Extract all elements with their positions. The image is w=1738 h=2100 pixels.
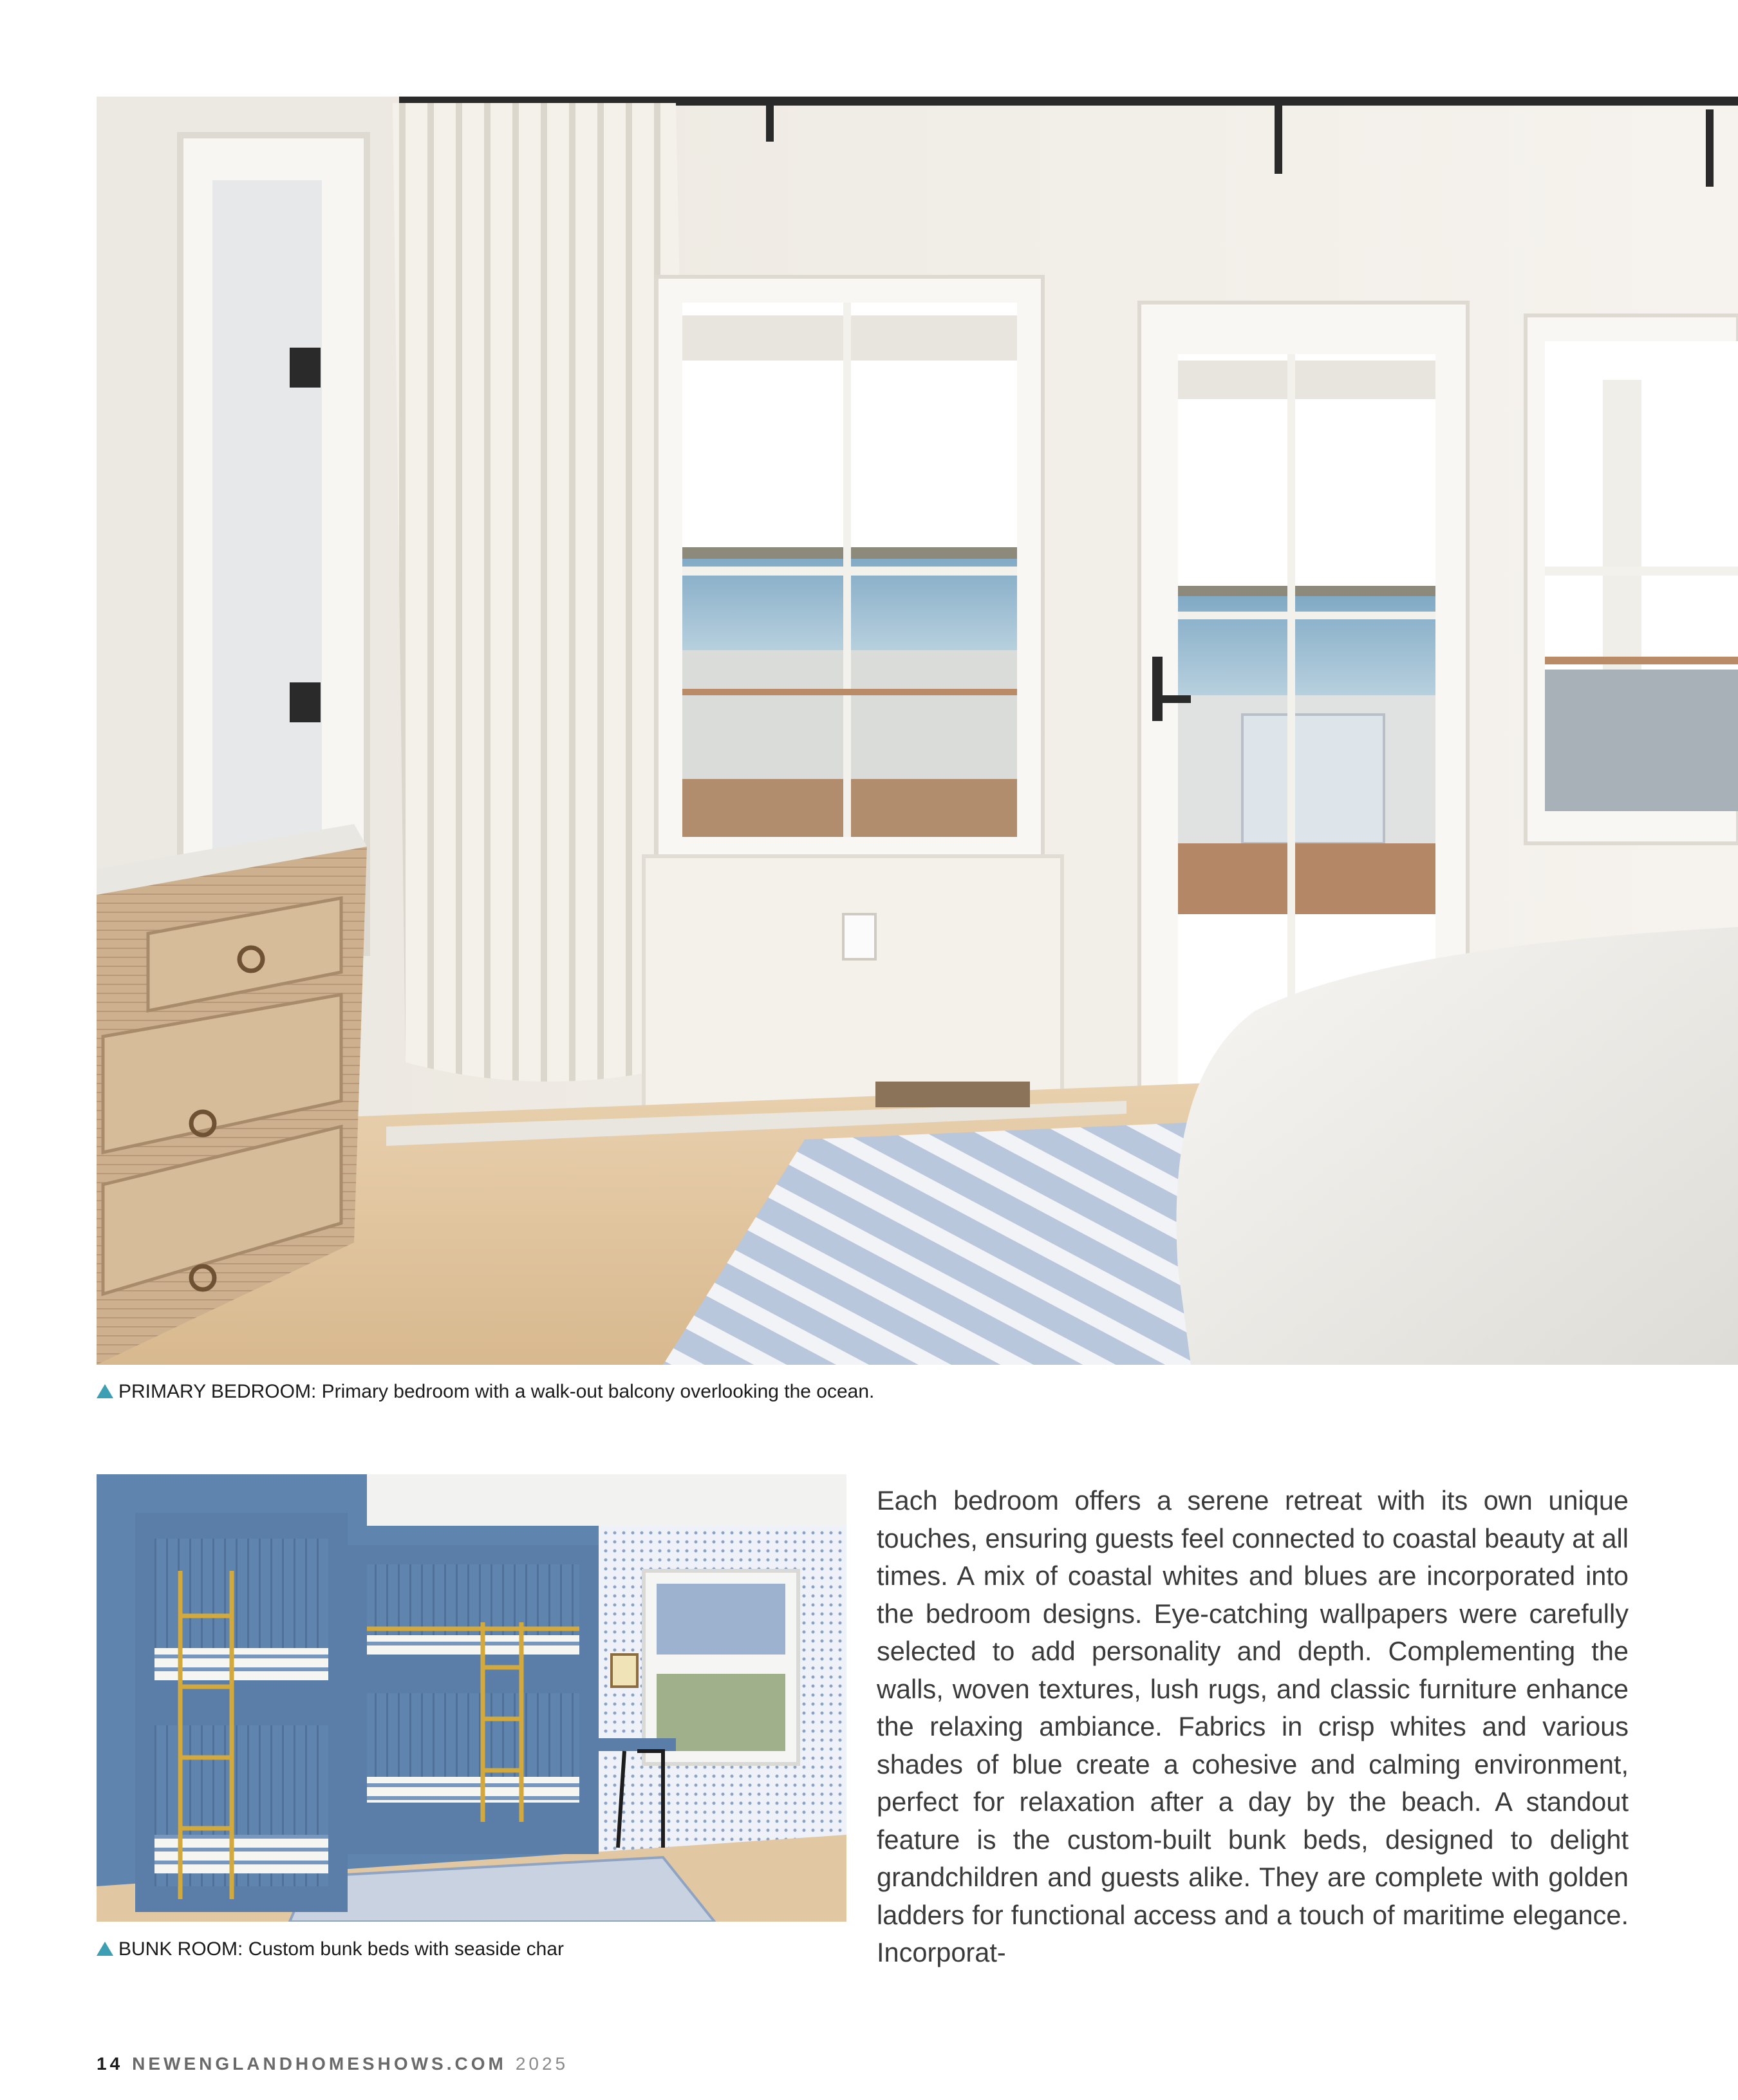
primary-bedroom-caption [97, 1380, 874, 1403]
bunk-room-caption [97, 1938, 564, 1961]
primary-bedroom-photo [97, 97, 1738, 1365]
caption-text: Primary bedroom with a walk-out balcony overlooking the ocean. [316, 1381, 875, 1402]
article-paragraph: Each bedroom offers a serene retreat with its own unique touches, ensuring guests feel connected to coastal beauty at all times. A mix of coastal whites and blues are incorporated into the bedroom designs. Eye-catching wallpapers were carefully selected to add personality and depth. Complementing the walls, woven textures, lush rugs, and classic furniture enhance the relaxing ambiance. Fabrics in crisp whites and various shades of blue create a cohesive and calming environment, perfect for relaxation after a day by the beach. A standout feature is the custom-built bunk beds, designed to delight grandchildren and guests alike. They are complete with golden ladders for functional access and a touch of maritime elegance. Incorporat- [877, 1485, 1629, 1967]
triangle-icon [97, 1942, 113, 1956]
page-footer [97, 2054, 568, 2074]
triangle-icon [97, 1384, 113, 1398]
bunk-room-photo [97, 1474, 846, 1922]
caption-text: Custom bunk beds with seaside char [243, 1938, 564, 1960]
article-body [877, 1482, 1629, 1972]
site-name: NEWENGLANDHOMESHOWS.COM [132, 2054, 507, 2074]
caption-label: BUNK ROOM: [118, 1938, 243, 1960]
caption-label: PRIMARY BEDROOM: [118, 1381, 317, 1402]
issue-year: 2025 [515, 2054, 569, 2074]
page-number: 14 [97, 2054, 124, 2074]
